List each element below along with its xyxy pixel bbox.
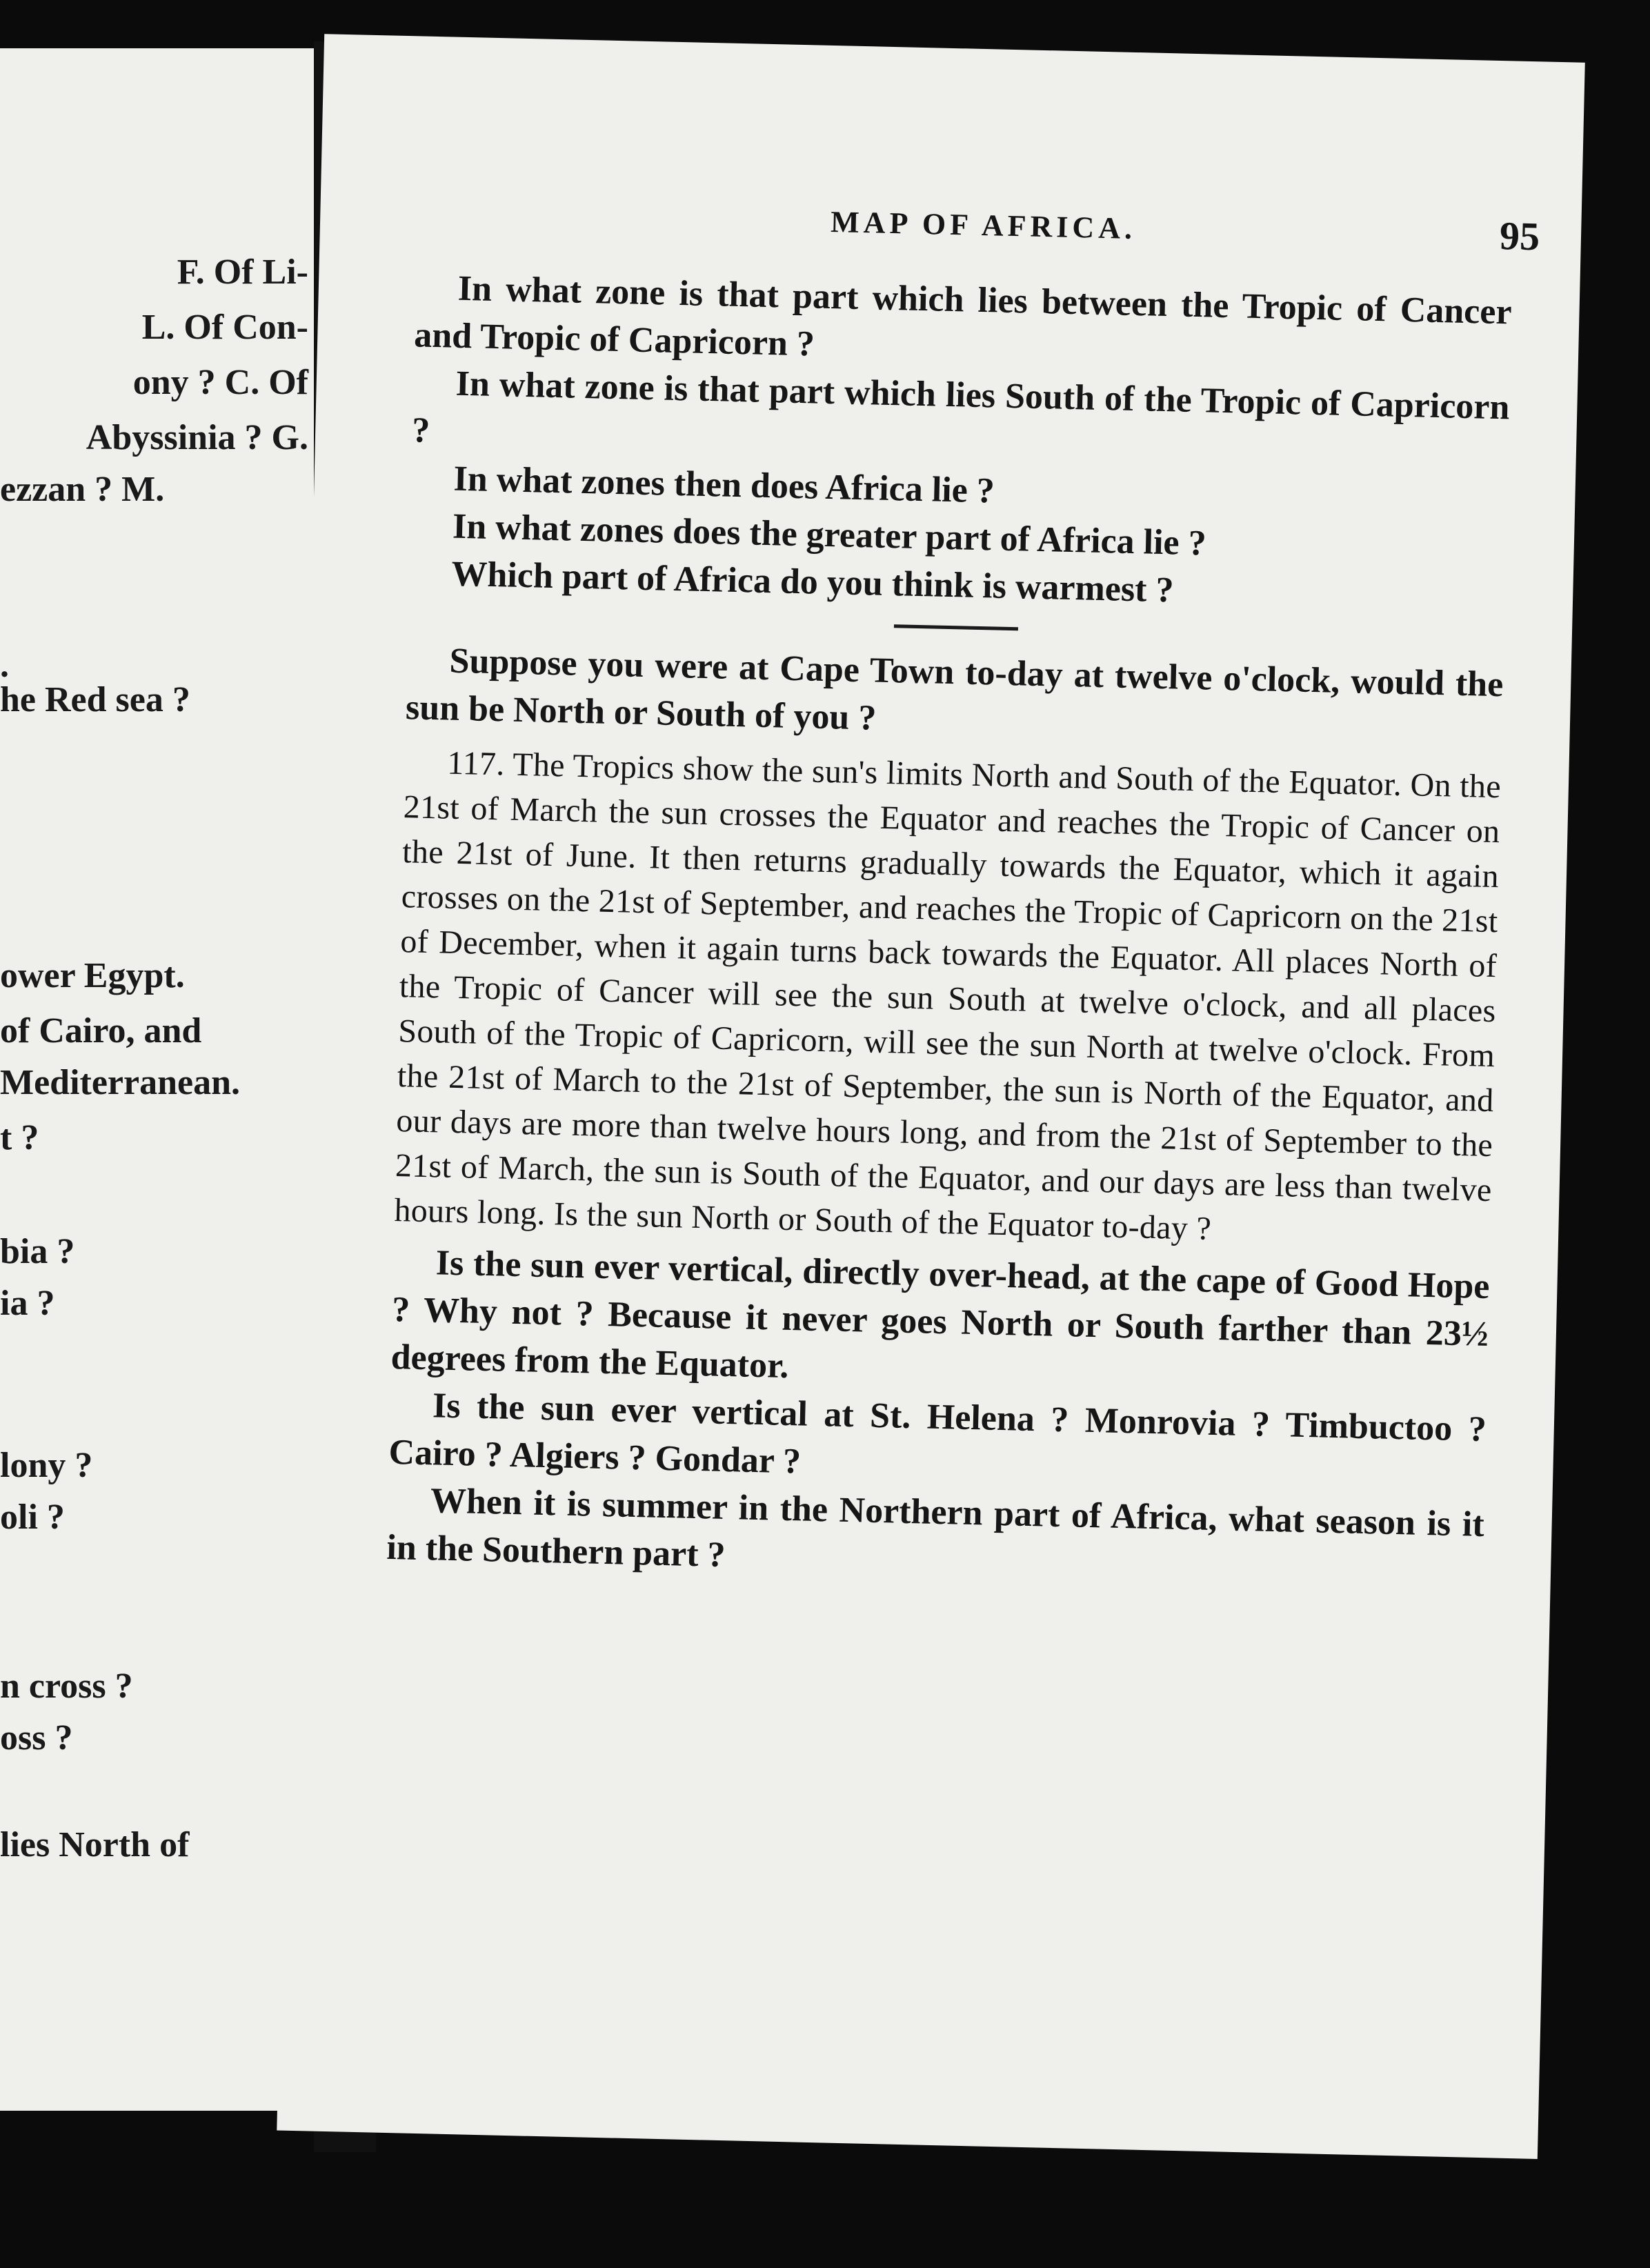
question: In what zones does the greater part of Africa lie ? xyxy=(452,506,1207,564)
section-divider xyxy=(894,624,1018,630)
left-text-line: ony ? C. Of xyxy=(132,363,308,402)
question: Which part of Africa do you think is warmest ? xyxy=(450,554,1175,610)
page-number: 95 xyxy=(1499,213,1540,259)
left-text-line: n cross ? xyxy=(0,1667,133,1706)
question: Is the sun ever vertical, directly over-head, at the cape of Good Hope ? Why not ? Because it never goes North or South farther than 23½ degrees from the Equator. xyxy=(390,1243,1491,1386)
left-text-line: ower Egypt. xyxy=(0,956,185,995)
book-page xyxy=(277,34,1584,2159)
paragraph-117: 117. The Tropics show the sun's limits North and South of the Equator. On the 21st of March the sun crosses the Equator and reaches the Tropic of Cancer on the 21st of June. It then returns gradually towards the Equator, which it again crosses on the 21st of September, and reaches the Tropic of Capricorn on the 21st of December, when it again turns back towards the Equator. All places North of the Tropic of Cancer will see the sun South at twelve o'clock, and all places South of the Tropic of Capricorn, will see the sun North at twelve o'clock. From the 21st of March to the 21st of September, the sun is North of the Equator, and our days are more than twelve hours long, and from the 21st of September to the 21st of March, the sun is South of the Equator, and our days are less than twelve hours long. Is the sun North or South of the Equator to-day ? xyxy=(393,744,1502,1247)
question: In what zones then does Africa lie ? xyxy=(453,459,995,511)
left-text-line: oli ? xyxy=(0,1498,65,1537)
left-text-line: . xyxy=(0,646,9,685)
left-text-line: of Cairo, and xyxy=(0,1011,202,1051)
left-text-line: bia ? xyxy=(0,1232,75,1271)
left-text-line: he Red sea ? xyxy=(0,680,190,719)
left-text-line: F. Of Li- xyxy=(177,252,308,292)
question: Is the sun ever vertical at St. Helena ? Monrovia ? Timbuctoo ? Cairo ? Algiers ? Gondar ? xyxy=(388,1386,1487,1482)
page-body xyxy=(386,263,1513,1596)
left-text-line: Abyssinia ? G. xyxy=(86,418,308,457)
page-header xyxy=(319,192,1581,269)
question: In what zone is that part which lies South of the Tropic of Capricorn ? xyxy=(411,364,1511,450)
left-text-line: ezzan ? M. xyxy=(0,470,165,509)
left-text-line: Mediterranean. xyxy=(0,1063,241,1102)
running-title: MAP OF AFRICA. xyxy=(830,204,1137,246)
left-page-fragment xyxy=(0,48,314,2111)
left-text-line: ia ? xyxy=(0,1284,55,1323)
left-text-line: L. Of Con- xyxy=(141,308,308,347)
left-text-line: lony ? xyxy=(0,1446,93,1485)
left-text-line: t ? xyxy=(0,1118,39,1157)
question: Suppose you were at Cape Town to-day at twelve o'clock, would the sun be North or South of you ? xyxy=(405,641,1504,738)
question: In what zone is that part which lies between the Tropic of Cancer and Tropic of Capricorn ? xyxy=(413,268,1513,364)
left-text-line: oss ? xyxy=(0,1718,73,1758)
left-text-line: lies North of xyxy=(0,1825,190,1864)
question: When it is summer in the Northern part of Africa, what season is it in the Southern part ? xyxy=(386,1481,1485,1575)
